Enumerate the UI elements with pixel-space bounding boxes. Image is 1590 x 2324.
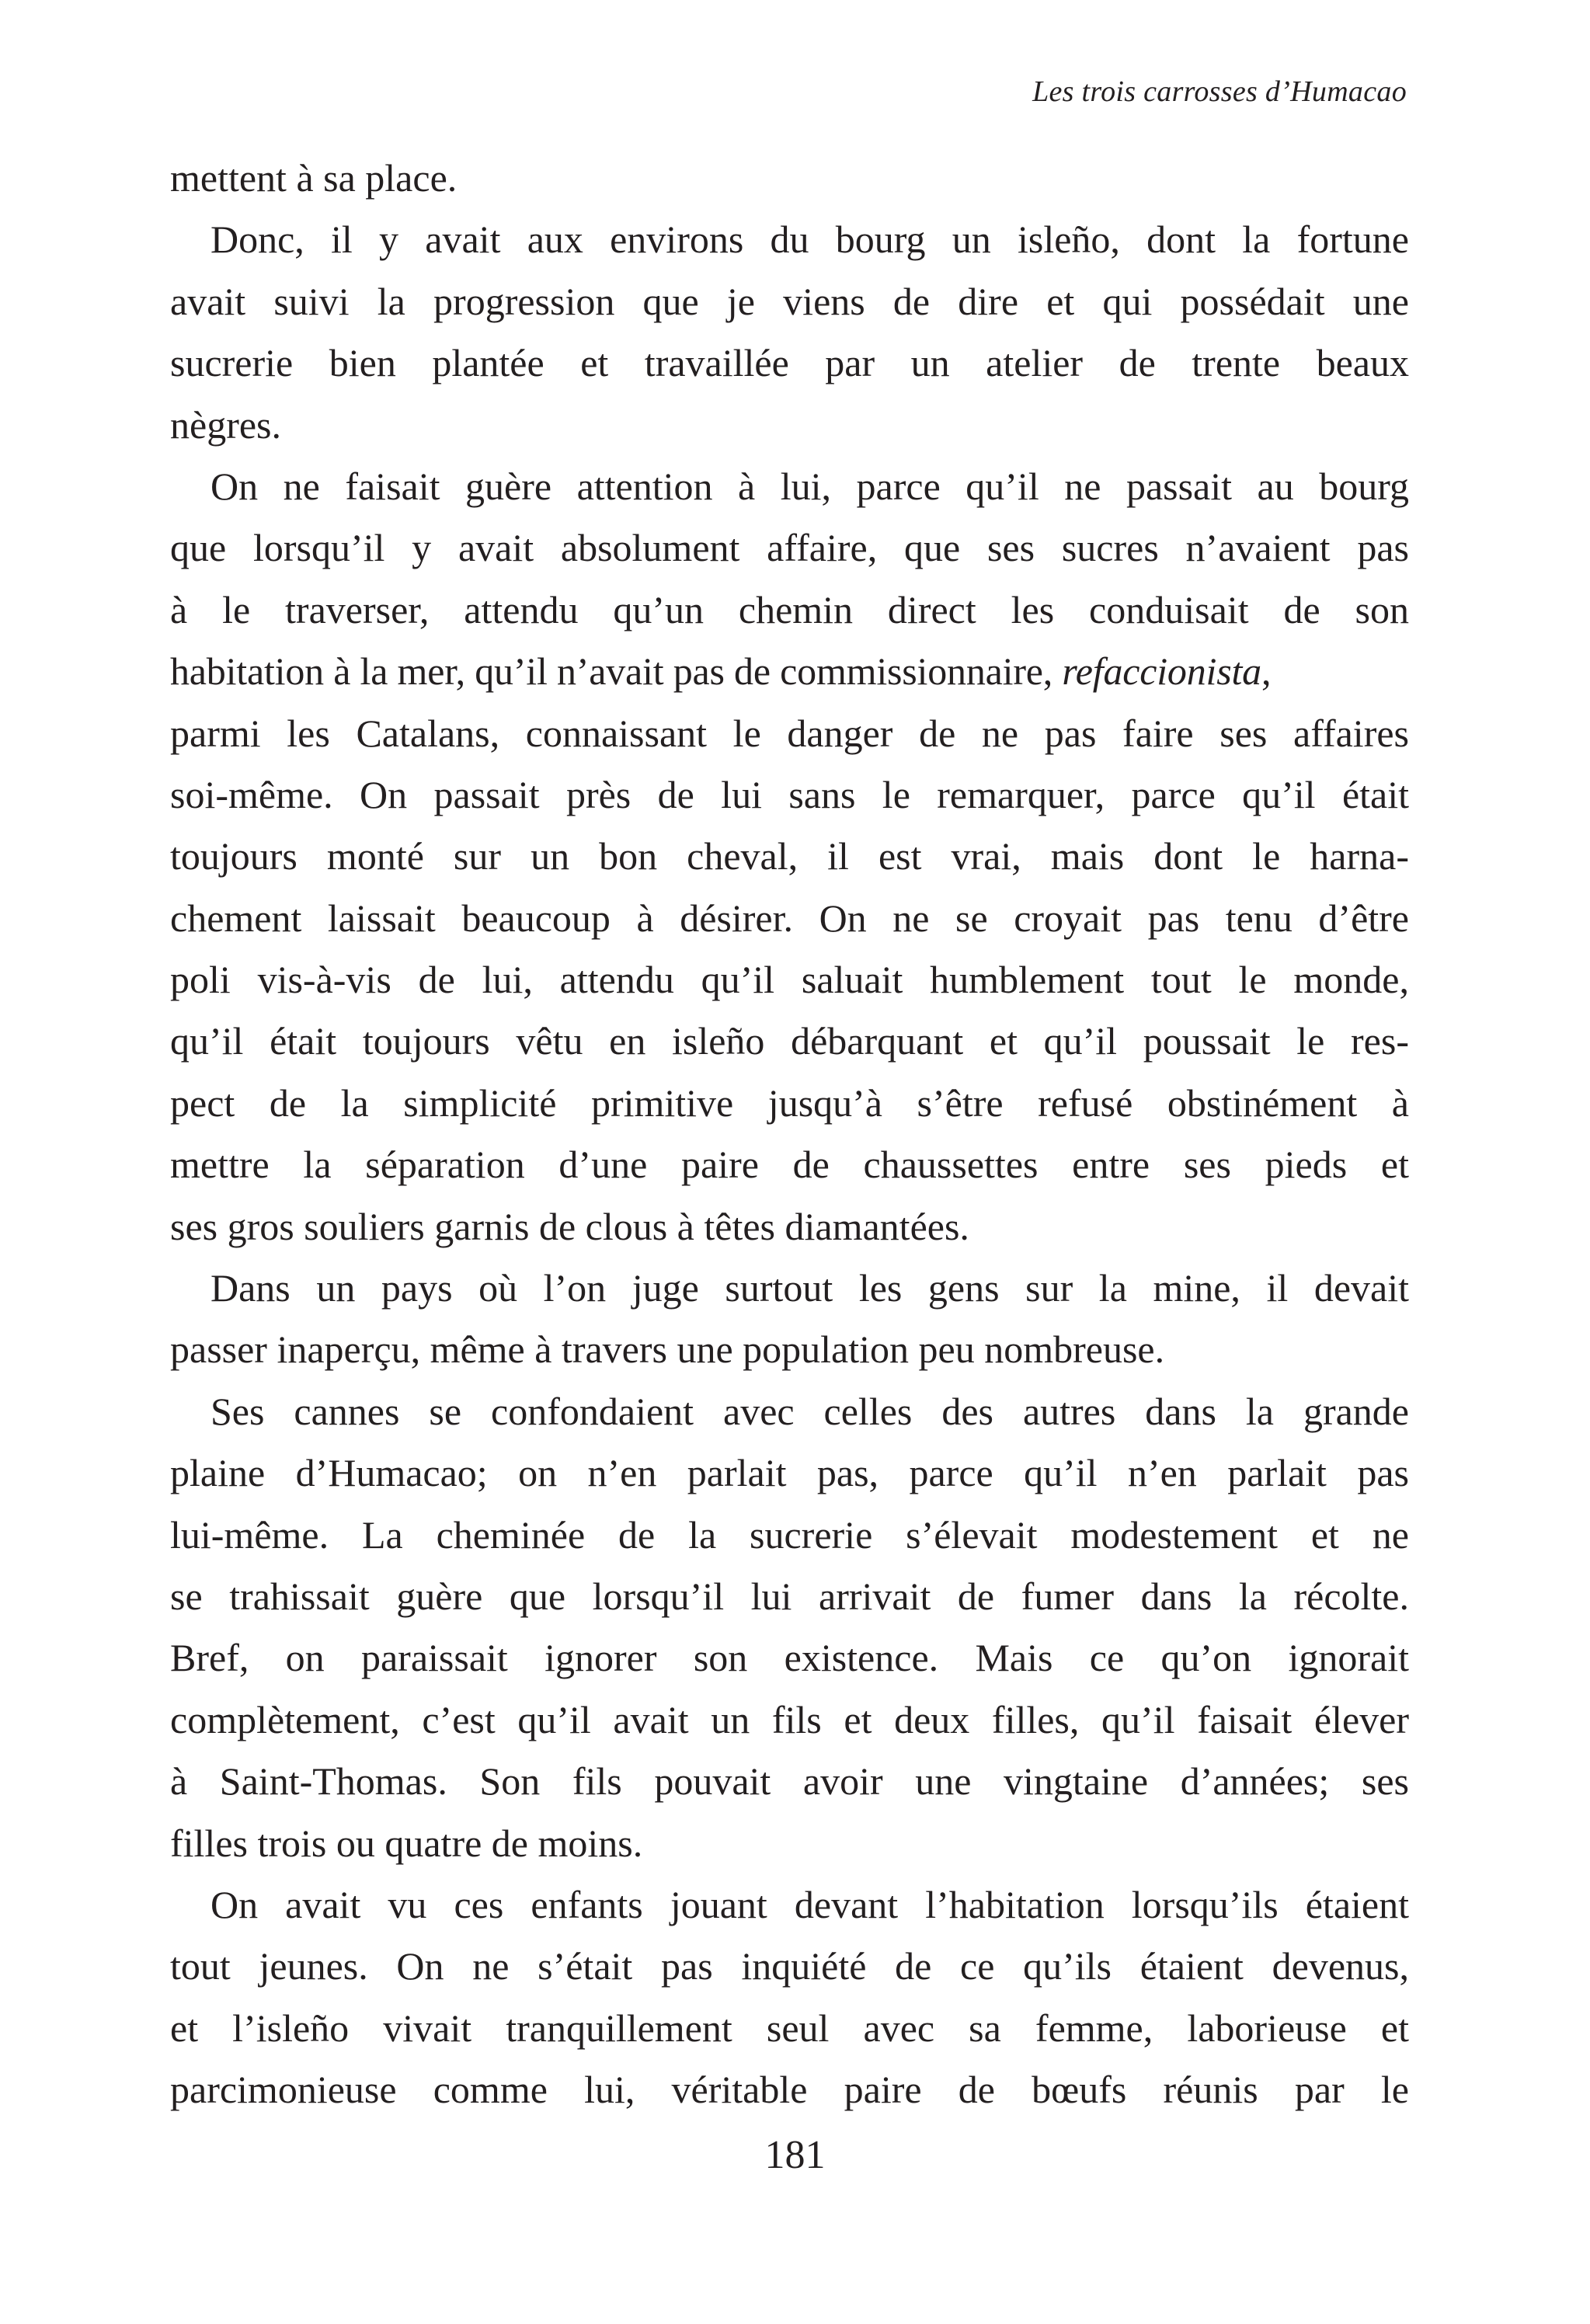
text-line: poli vis-à-vis de lui, attendu qu’il saluait humblement tout le monde, — [170, 958, 1409, 1002]
text-line: mettre la séparation d’une paire de chaussettes entre ses pieds et — [170, 1143, 1409, 1187]
text-line: chement laissait beaucoup à désirer. On ne se croyait pas tenu d’être — [170, 896, 1409, 940]
text-line: Dans un pays où l’on juge surtout les gens sur la mine, il devait — [210, 1266, 1409, 1310]
text-line: lui-même. La cheminée de la sucrerie s’élevait modestement et ne — [170, 1512, 1409, 1557]
text-line: complètement, c’est qu’il avait un fils et deux filles, qu’il faisait élever — [170, 1697, 1409, 1741]
text-line: se trahissait guère que lorsqu’il lui arrivait de fumer dans la récolte. — [170, 1574, 1409, 1618]
text-line: Ses cannes se confondaient avec celles des autres dans la grande — [210, 1389, 1409, 1433]
text-line: Donc, il y avait aux environs du bourg un isleño, dont la fortune — [210, 217, 1409, 262]
text-line: plaine d’Humacao; on n’en parlait pas, parce qu’il n’en parlait pas — [170, 1451, 1409, 1495]
text-line — [170, 641, 1409, 702]
text-line: toujours monté sur un bon cheval, il est vrai, mais dont le harna- — [170, 834, 1409, 878]
page-number: 181 — [764, 2133, 826, 2177]
text-line: parcimonieuse comme lui, véritable paire de bœufs réunis par le — [170, 2068, 1409, 2112]
text-line: tout jeunes. On ne s’était pas inquiété de ce qu’ils étaient devenus, — [170, 1944, 1409, 1988]
text-line: sucrerie bien plantée et travaillée par un atelier de trente beaux — [170, 341, 1409, 385]
text-line: On avait vu ces enfants jouant devant l’habitation lorsqu’ils étaient — [210, 1882, 1409, 1926]
body-text — [170, 148, 1409, 2121]
text-span: habitation à la mer, qu’il n’avait pas de commissionnaire, — [170, 649, 1063, 694]
text-line: avait suivi la progression que je viens de dire et qui possédait une — [170, 279, 1409, 323]
text-line: à Saint-Thomas. Son fils pouvait avoir une vingtaine d’années; ses — [170, 1759, 1409, 1804]
text-line: ses gros souliers garnis de clous à têtes diamantées. — [170, 1204, 969, 1248]
text-line: à le traverser, attendu qu’un chemin direct les conduisait de son — [170, 587, 1409, 631]
text-line: soi-même. On passait près de lui sans le remarquer, parce qu’il était — [170, 772, 1409, 816]
running-head: Les trois carrosses d’Humacao — [1032, 75, 1407, 108]
text-line: pect de la simplicité primitive jusqu’à s’être refusé obstinément à — [170, 1080, 1409, 1125]
italic-term: refaccionista — [1062, 649, 1261, 694]
text-line: nègres. — [170, 402, 281, 447]
text-span: , — [1261, 649, 1272, 694]
text-line: passer inaperçu, même à travers une population peu nombreuse. — [170, 1327, 1165, 1372]
text-line: filles trois ou quatre de moins. — [170, 1821, 643, 1865]
text-line: qu’il était toujours vêtu en isleño débarquant et qu’il poussait le res- — [170, 1019, 1409, 1063]
text-line: parmi les Catalans, connaissant le danger de ne pas faire ses affaires — [170, 711, 1409, 755]
text-line: On ne faisait guère attention à lui, parce qu’il ne passait au bourg — [210, 464, 1409, 508]
text-line: que lorsqu’il y avait absolument affaire, que ses sucres n’avaient pas — [170, 526, 1409, 570]
text-line: et l’isleño vivait tranquillement seul avec sa femme, laborieuse et — [170, 2006, 1409, 2050]
text-line: Bref, on paraissait ignorer son existence. Mais ce qu’on ignorait — [170, 1636, 1409, 1680]
text-line: mettent à sa place. — [170, 156, 458, 200]
